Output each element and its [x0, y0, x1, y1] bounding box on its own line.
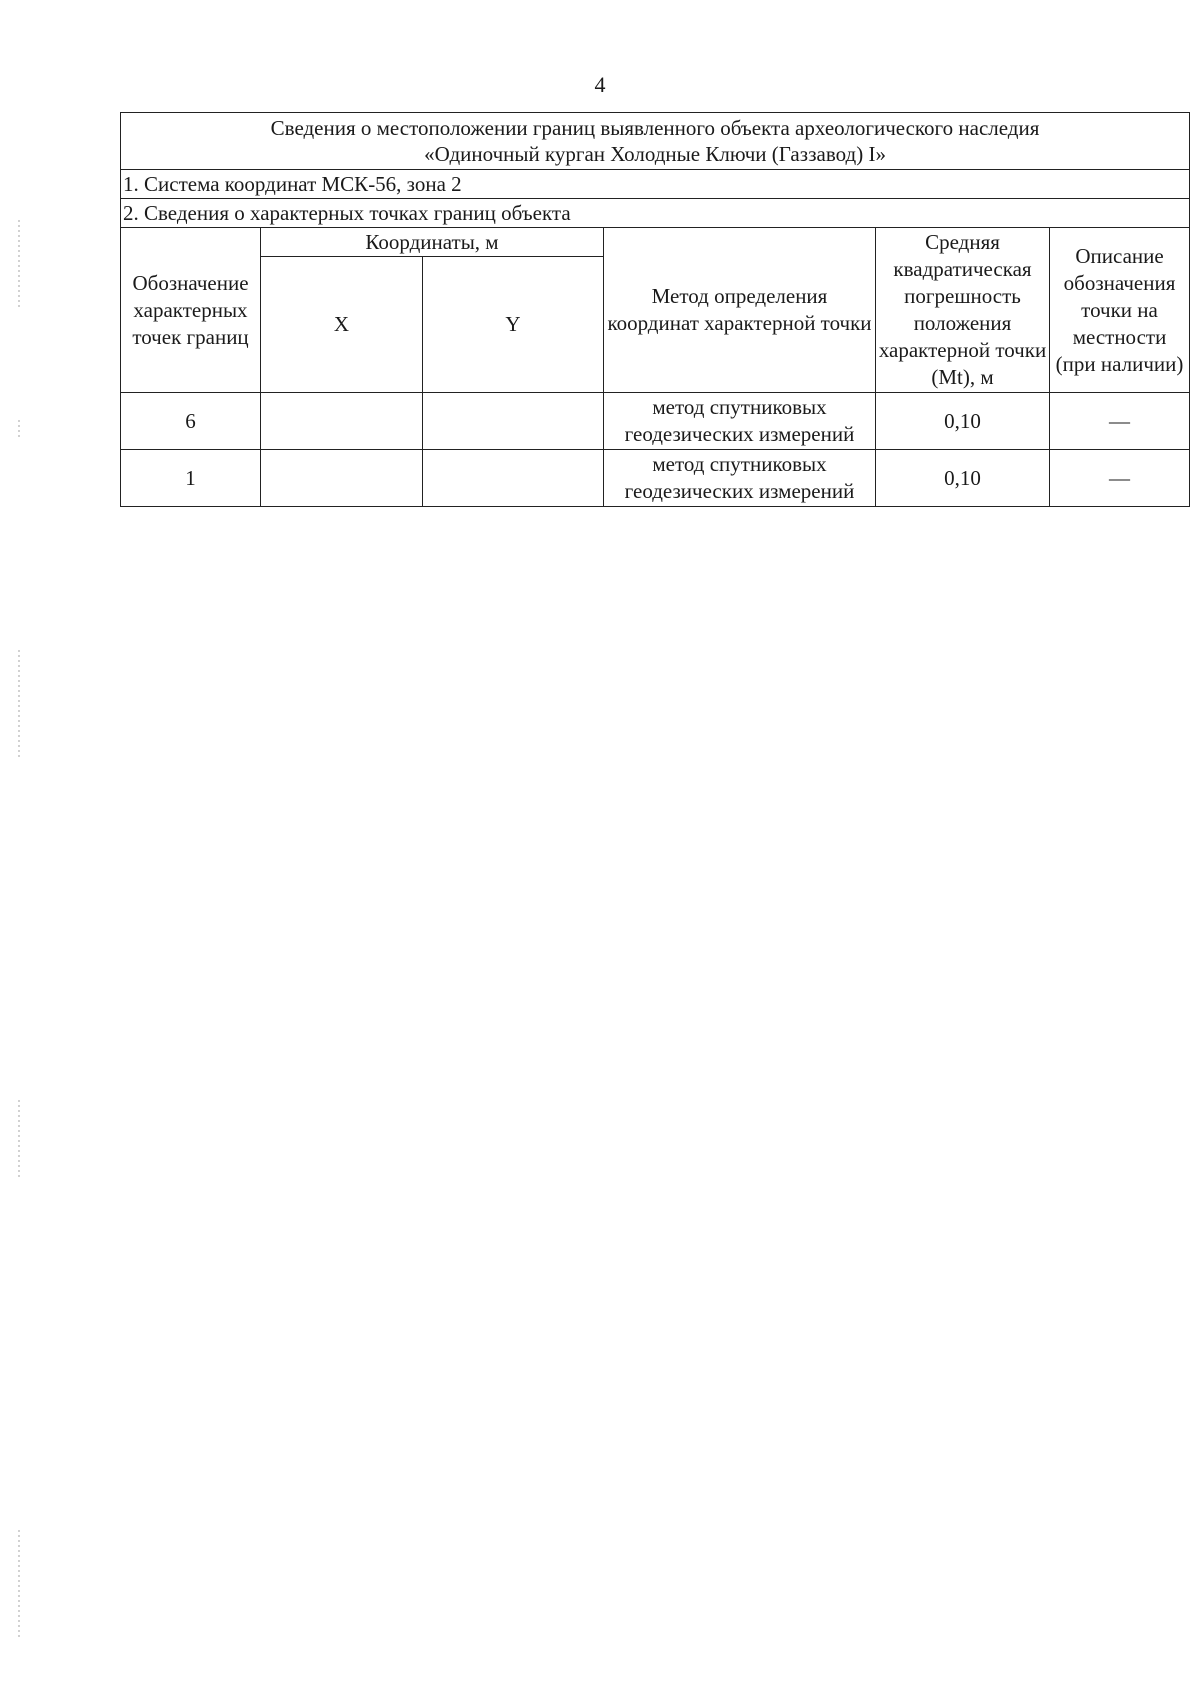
scan-artifact: [18, 1530, 20, 1640]
scan-artifact: [18, 220, 20, 310]
cell-method: метод спутниковых геодезических измерений: [604, 393, 876, 450]
header-description: Описание обозначения точки на местности (при наличии): [1050, 228, 1190, 393]
section-heading: 2. Сведения о характерных точках границ объекта: [121, 199, 1190, 228]
header-x: X: [261, 257, 423, 393]
cell-description: [1050, 393, 1190, 450]
cell-description: [1050, 450, 1190, 507]
scan-artifact: [18, 650, 20, 760]
scan-artifact: [18, 420, 20, 440]
table-title-line1: Сведения о местоположении границ выявленного объекта археологического наследия: [270, 116, 1040, 140]
header-designation: Обозначение характерных точек границ: [121, 228, 261, 393]
table-title: [121, 113, 1190, 170]
header-y: Y: [423, 257, 604, 393]
cell-method: метод спутниковых геодезических измерений: [604, 450, 876, 507]
table-row: [121, 393, 1190, 450]
coordinate-system: 1. Система координат МСК-56, зона 2: [121, 170, 1190, 199]
cell-description-text: —: [1109, 465, 1131, 490]
cell-y: [423, 393, 604, 450]
cell-x: [261, 393, 423, 450]
header-error: Средняя квадратическая погрешность положения характерной точки (Mt), м: [876, 228, 1050, 393]
table-row: [121, 450, 1190, 507]
boundary-points-table: [120, 112, 1190, 507]
cell-description-text: —: [1109, 408, 1131, 433]
cell-point: 1: [121, 450, 261, 507]
cell-error: 0,10: [876, 393, 1050, 450]
scan-artifact: [18, 1100, 20, 1180]
cell-error: 0,10: [876, 450, 1050, 507]
header-coordinates: Координаты, м: [261, 228, 604, 257]
page-number: 4: [594, 72, 606, 97]
cell-point: 6: [121, 393, 261, 450]
table-title-line2: «Одиночный курган Холодные Ключи (Газзавод) I»: [424, 142, 886, 166]
header-method: Метод определения координат характерной точки: [604, 228, 876, 393]
cell-y: [423, 450, 604, 507]
cell-x: [261, 450, 423, 507]
